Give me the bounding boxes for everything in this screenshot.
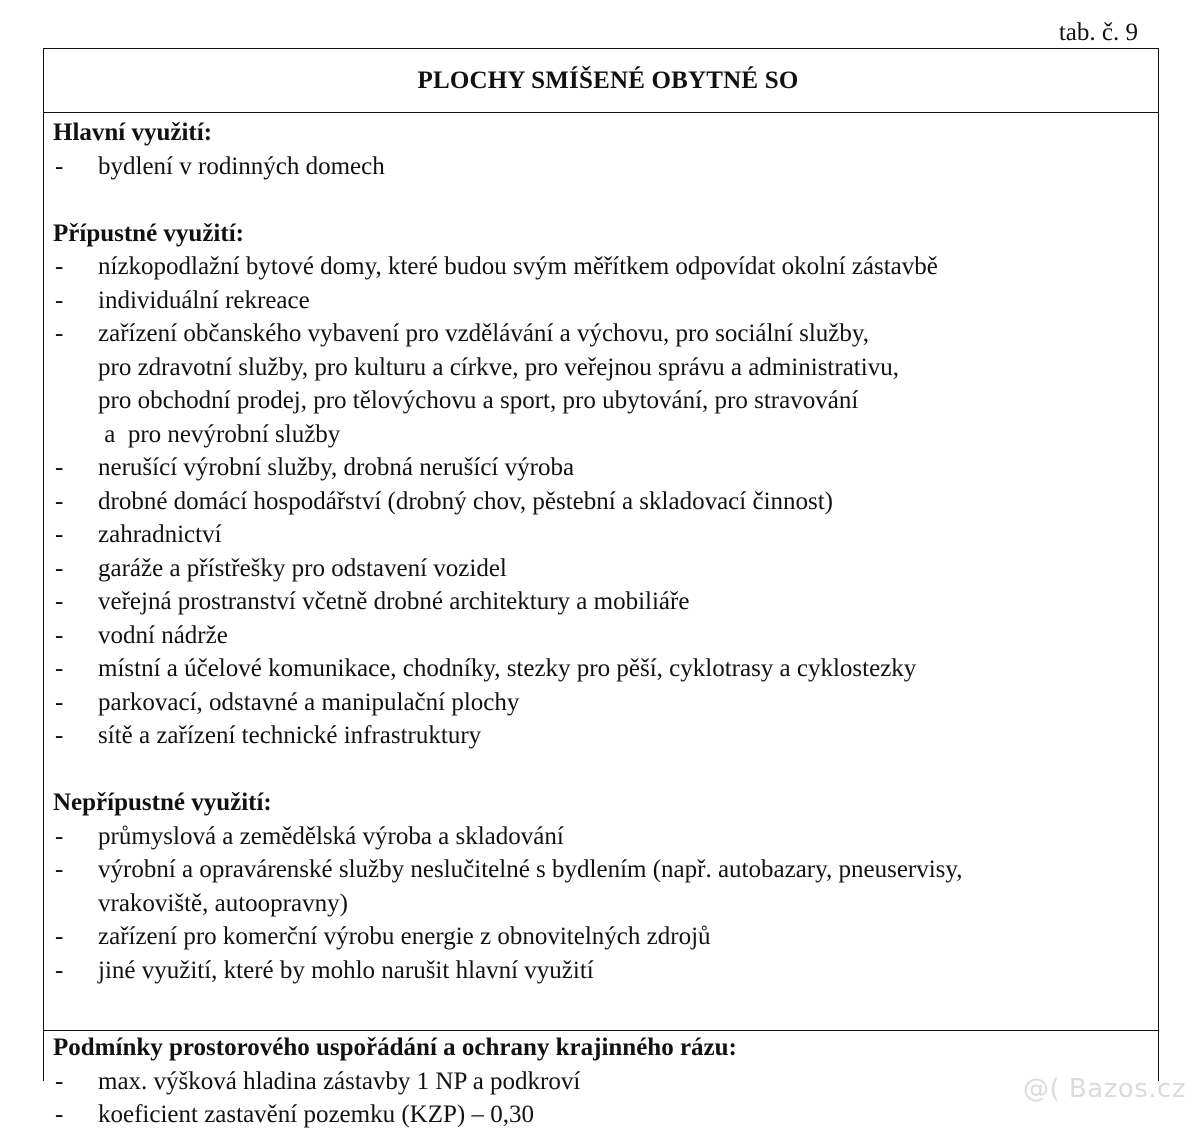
main-use-heading: Hlavní využití:	[53, 119, 213, 146]
list-item	[53, 552, 1158, 586]
list-item-text: výrobní a opravárenské služby neslučitelné s bydlením (např. autobazary, pneuservisy,	[98, 856, 963, 883]
list-item-text: vrakoviště, autoopravny)	[98, 889, 348, 917]
list-item-text: pro zdravotní služby, pro kulturu a církve, pro veřejnou správu a administrativu,	[98, 353, 899, 381]
permitted-use-list	[53, 250, 1158, 753]
list-item	[53, 317, 1158, 451]
list-dash: -	[55, 454, 64, 481]
list-item-text: koeficient zastavění pozemku (KZP) – 0,30	[98, 1101, 534, 1128]
conditions-section	[44, 1031, 1158, 1132]
list-item	[53, 485, 1158, 519]
list-dash: -	[55, 588, 64, 615]
list-dash: -	[55, 923, 64, 950]
list-item	[53, 686, 1158, 720]
list-item	[53, 585, 1158, 619]
list-item-text: nerušící výrobní služby, drobná nerušící výroba	[98, 454, 575, 481]
list-item	[53, 619, 1158, 653]
conditions-heading: Podmínky prostorového uspořádání a ochrany krajinného rázu:	[53, 1034, 737, 1061]
table-title: PLOCHY SMÍŠENÉ OBYTNÉ SO	[44, 49, 1158, 113]
list-item	[53, 284, 1158, 318]
list-item	[53, 250, 1158, 284]
main-use-list	[53, 150, 1158, 184]
list-item-text: pro obchodní prodej, pro tělovýchovu a sport, pro ubytování, pro stravování	[98, 387, 859, 414]
list-item	[53, 920, 1158, 954]
list-item-text: max. výšková hladina zástavby 1 NP a podkroví	[98, 1067, 581, 1095]
list-item-text: zařízení občanského vybavení pro vzdělávání a výchovu, pro sociální služby,	[98, 320, 870, 347]
table-number: tab. č. 9	[1058, 19, 1138, 46]
list-item	[53, 1065, 1158, 1099]
list-item-text: jiné využití, které by mohlo narušit hlavní využití	[98, 956, 594, 984]
list-item-text: sítě a zařízení technické infrastruktury	[98, 722, 482, 749]
list-dash: -	[55, 554, 64, 582]
list-dash: -	[55, 621, 64, 649]
list-item-text: veřejná prostranství včetně drobné architektury a mobiliáře	[98, 588, 690, 615]
list-item-text: zařízení pro komerční výrobu energie z obnovitelných zdrojů	[98, 923, 711, 950]
list-dash: -	[55, 856, 64, 883]
list-dash: -	[55, 1101, 64, 1128]
list-dash: -	[55, 286, 64, 314]
list-item-text: místní a účelové komunikace, chodníky, stezky pro pěší, cyklotrasy a cyklostezky	[98, 655, 917, 682]
watermark: @( Bazos.cz	[1023, 1074, 1186, 1104]
list-item-text: individuální rekreace	[98, 286, 310, 314]
list-item-text: garáže a přístřešky pro odstavení vozidel	[98, 554, 507, 582]
list-item-text: vodní nádrže	[98, 621, 228, 649]
list-dash: -	[55, 487, 64, 515]
list-item-text: průmyslová a zemědělská výroba a skladování	[98, 822, 564, 850]
list-dash: -	[55, 320, 64, 347]
list-dash: -	[55, 688, 64, 716]
list-item	[53, 518, 1158, 552]
list-item	[53, 150, 1158, 184]
prohibited-use-list	[53, 820, 1158, 988]
prohibited-use-heading: Nepřípustné využití:	[53, 789, 272, 816]
list-item-text: nízkopodlažní bytové domy, které budou svým měřítkem odpovídat okolní zástavbě	[98, 253, 938, 280]
list-dash: -	[55, 521, 64, 548]
list-dash: -	[55, 253, 64, 280]
list-item	[53, 954, 1158, 988]
list-dash: -	[55, 722, 64, 749]
list-dash: -	[55, 655, 64, 682]
list-item-text: zahradnictví	[98, 521, 222, 548]
list-item	[53, 719, 1158, 753]
use-section	[44, 113, 1158, 1031]
list-item-text: a pro nevýrobní služby	[98, 420, 341, 448]
permitted-use-heading: Přípustné využití:	[53, 219, 244, 247]
list-item	[53, 820, 1158, 854]
list-item	[53, 652, 1158, 686]
list-dash: -	[55, 956, 64, 984]
list-item-text: drobné domácí hospodářství (drobný chov, pěstební a skladovací činnost)	[98, 487, 834, 515]
list-dash: -	[55, 822, 64, 850]
list-dash: -	[55, 1067, 64, 1095]
list-item-text: parkovací, odstavné a manipulační plochy	[98, 688, 520, 716]
list-item	[53, 1098, 1158, 1132]
list-dash: -	[55, 152, 64, 180]
list-item-text: bydlení v rodinných domech	[98, 152, 385, 180]
list-item	[53, 853, 1158, 920]
conditions-list	[53, 1065, 1158, 1132]
list-item	[53, 451, 1158, 485]
